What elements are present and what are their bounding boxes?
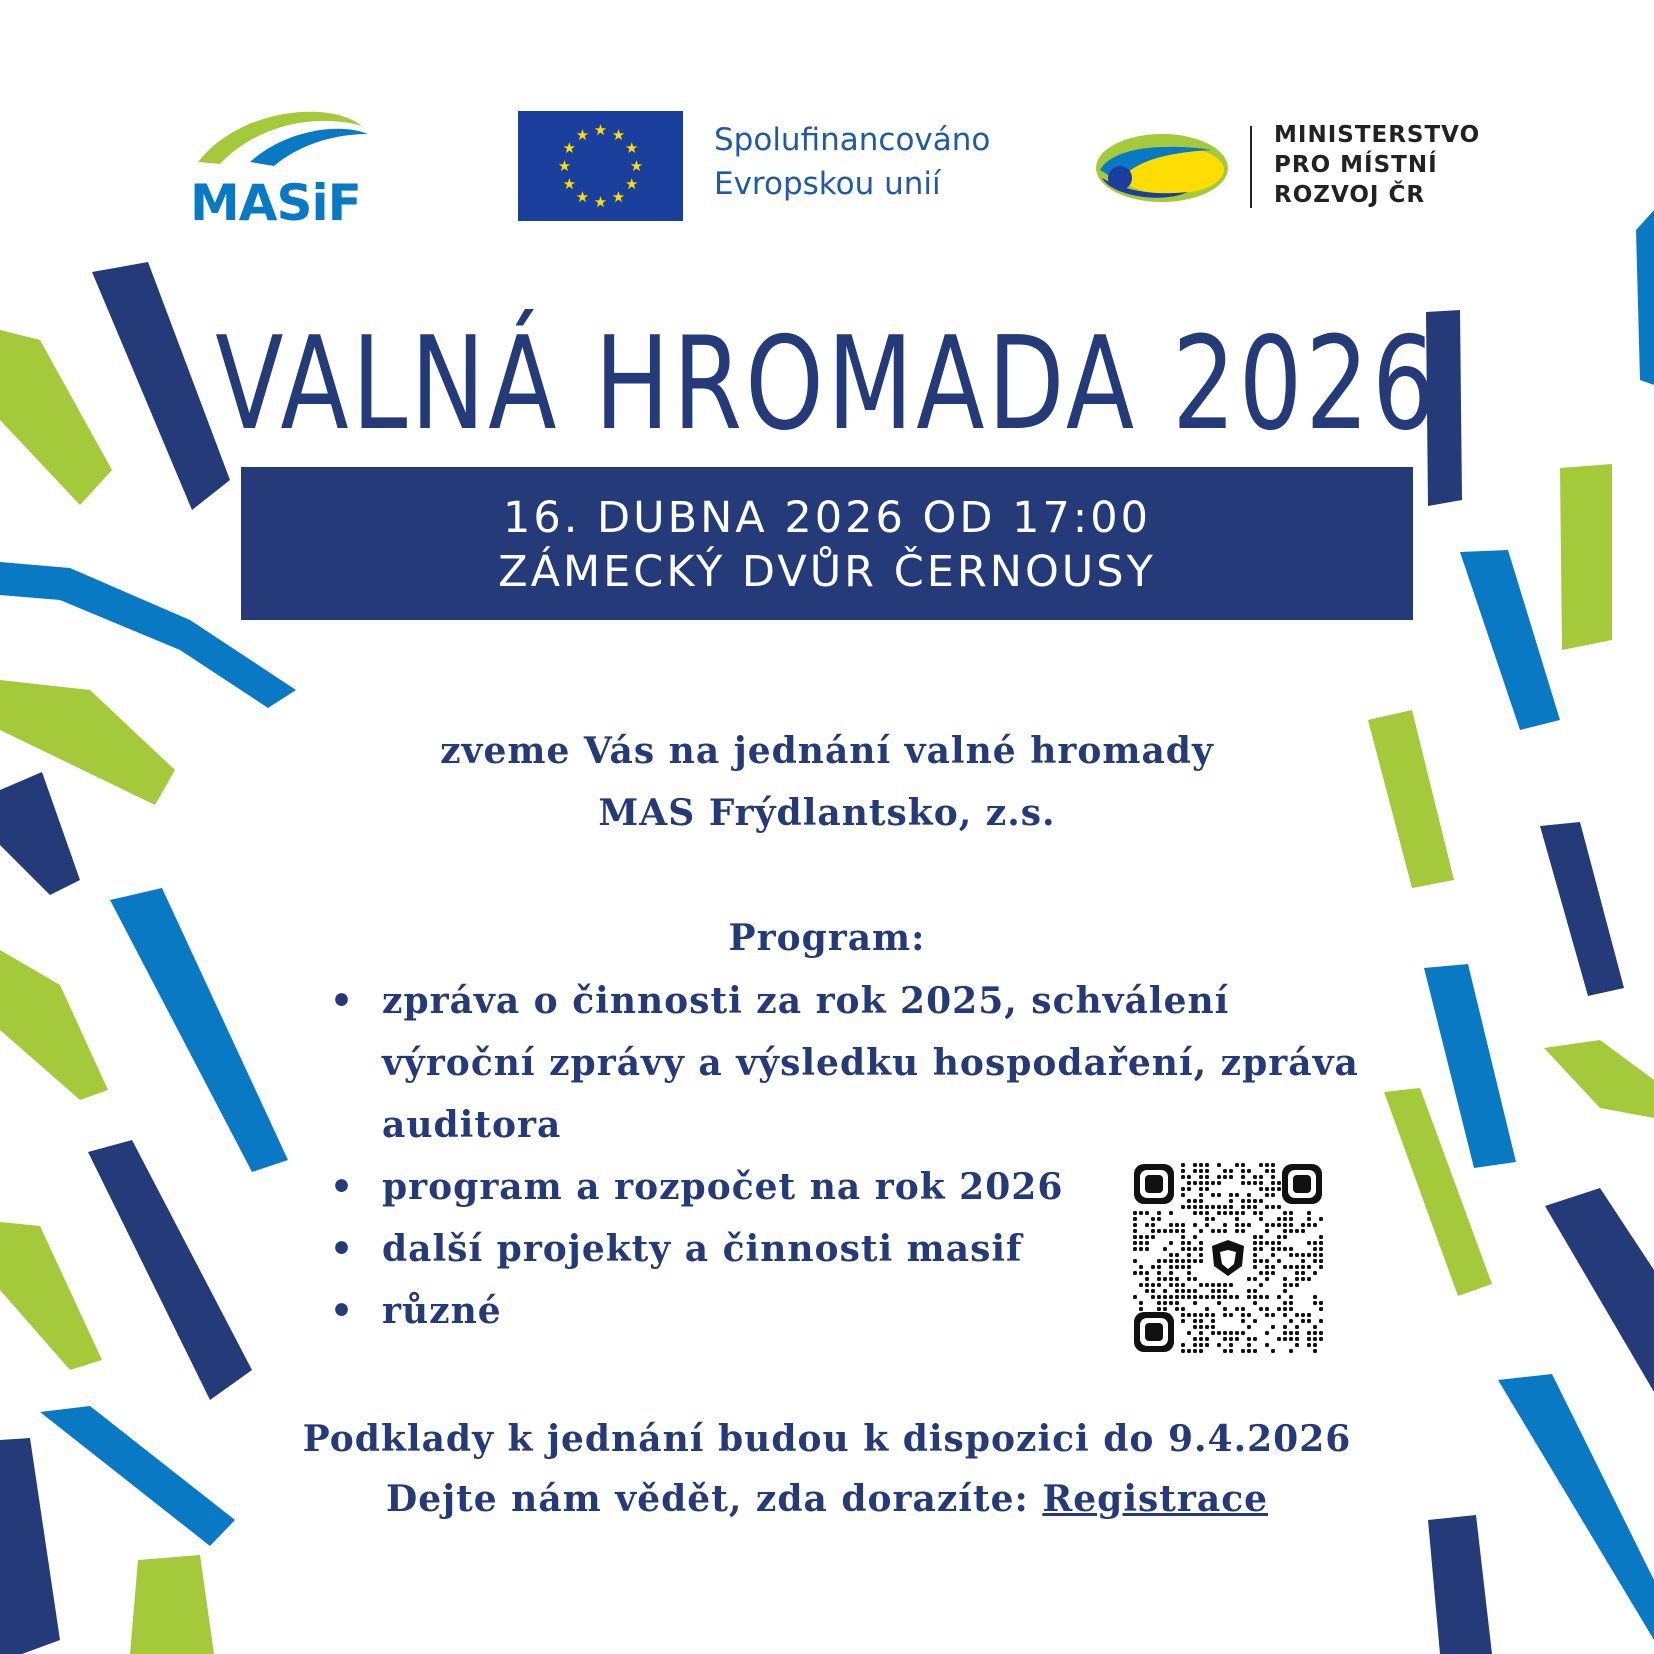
eu-line-2: Evropskou unií — [714, 166, 941, 202]
eu-star-icon: ★ — [611, 126, 626, 144]
banner-date: 16. DUBNA 2026 OD 17:00 — [502, 493, 1152, 543]
ministry-line-1: MINISTERSTVO — [1274, 122, 1481, 148]
date-location-banner — [241, 467, 1413, 620]
lion-icon — [1206, 1236, 1250, 1280]
invitation-line-1: zveme Vás na jednání valné hromady — [440, 730, 1214, 772]
eu-star-icon: ★ — [629, 158, 644, 175]
program-item: • zpráva o činnosti za rok 2025, schválení výroční zprávy a výsledku hospodaření, zpráva auditora — [330, 970, 1382, 1156]
eu-star-icon: ★ — [593, 122, 608, 139]
invitation-line-2: MAS Frýdlantsko, z.s. — [598, 792, 1056, 834]
eu-line-1: Spolufinancováno — [714, 122, 991, 158]
masif-logo-text: MASiF — [190, 174, 361, 232]
banner-location: ZÁMECKÝ DVŮR ČERNOUSY — [498, 547, 1156, 597]
registration-prompt: Dejte nám vědět, zda dorazíte: — [385, 1478, 1043, 1520]
ministry-line-2: PRO MÍSTNÍ — [1274, 152, 1438, 178]
program-item: • další projekty a činnosti masif — [330, 1218, 1410, 1280]
eu-star-icon: ★ — [593, 194, 608, 211]
eu-star-icon: ★ — [562, 140, 577, 157]
program-heading: Program: — [728, 917, 926, 959]
logo-divider — [1250, 126, 1252, 208]
eu-star-icon: ★ — [624, 140, 639, 157]
ministry-emblem-icon — [1092, 126, 1232, 206]
eu-star-icon: ★ — [562, 176, 577, 193]
eu-star-icon: ★ — [575, 126, 590, 144]
page-title: VALNÁ HROMADA 2026 — [215, 310, 1439, 459]
qr-code-icon[interactable] — [1132, 1162, 1324, 1354]
eu-star-icon: ★ — [557, 158, 572, 175]
masif-arc-icon — [190, 100, 370, 180]
eu-star-icon: ★ — [575, 189, 590, 207]
registration-line — [0, 1478, 1654, 1520]
documents-notice: Podklady k jednání budou k dispozici do 9.4.2026 — [302, 1418, 1352, 1460]
masif-logo — [190, 100, 370, 230]
program-item: • program a rozpočet na rok 2026 — [330, 1156, 1410, 1218]
eu-cofinanced-text — [714, 118, 990, 206]
registration-link[interactable]: Registrace — [1042, 1478, 1269, 1520]
ministry-line-3: ROZVOJ ČR — [1274, 182, 1426, 208]
eu-star-icon: ★ — [611, 189, 626, 207]
program-item: • různé — [330, 1280, 1410, 1342]
eu-flag-icon — [518, 111, 683, 221]
eu-star-icon: ★ — [624, 176, 639, 193]
ministry-text — [1274, 120, 1480, 210]
